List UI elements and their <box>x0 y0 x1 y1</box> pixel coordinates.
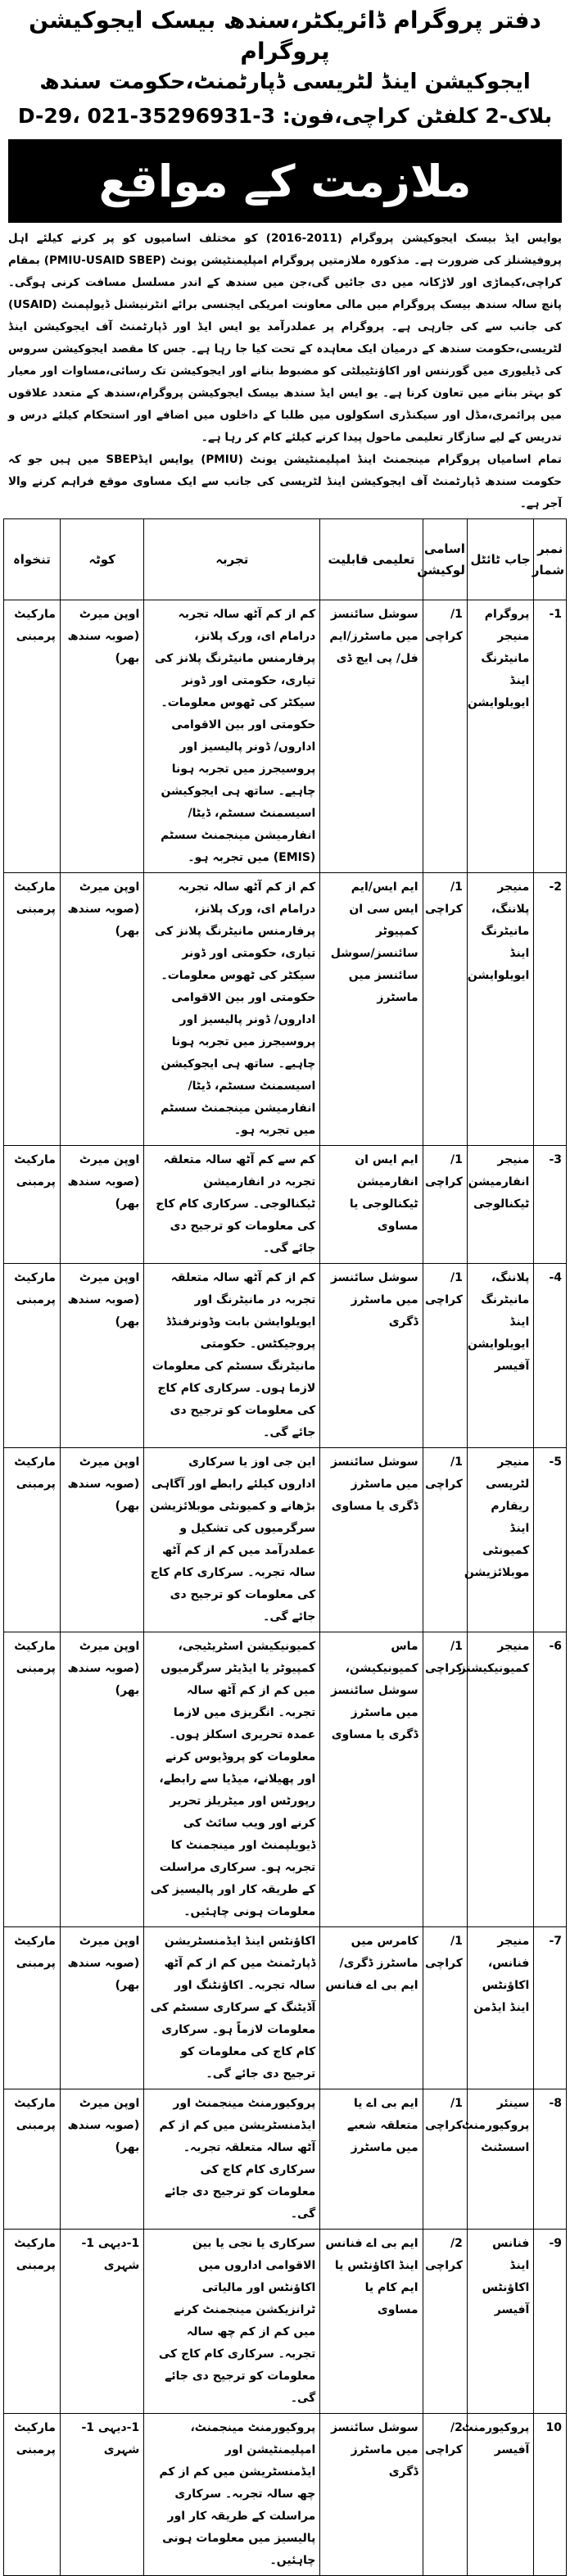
salary-cell: مارکیٹ پرمبنی <box>4 1448 61 1632</box>
address-phone: D-29، بلاک-2 کلفٹن کراچی،فون: 3-35296931-021 <box>17 104 553 128</box>
salary-cell: مارکیٹ پرمبنی <box>4 1927 61 2089</box>
job-advertisement <box>0 5 570 2567</box>
salary-cell: مارکیٹ پرمبنی <box>4 2414 61 2576</box>
qualification-cell: ایم بی اے فنانس اینڈ اکاؤنٹس یا ایم کام یا مساوی <box>320 2230 423 2414</box>
serial-cell: -2 <box>534 873 567 1146</box>
table-row <box>4 600 567 873</box>
salary-cell: مارکیٹ پرمبنی <box>4 1146 61 1264</box>
post-location-cell: 1/کراچی <box>423 873 467 1146</box>
experience-cell: کم سے کم آٹھ سالہ متعلقہ تجربہ در انفارمیشن ٹیکنالوجی۔ سرکاری کام کاج کی معلومات کو ترجیح دی جائے گی۔ <box>144 1146 320 1264</box>
serial-cell: -3 <box>534 1146 567 1264</box>
quota-cell: اوپن میرٹ (صوبہ سندھ بھر) <box>60 1264 143 1448</box>
experience-cell: سرکاری یا نجی یا بین الاقوامی اداروں میں اکاؤنٹس اور مالیاتی ٹرانزیکشن مینجمنٹ کرنے میں کم از کم چھ سالہ تجربہ۔ سرکاری کام کاج کی معلومات کو ترجیح دی جائے گی۔ <box>144 2230 320 2414</box>
experience-cell: اکاؤنٹس اینڈ ایڈمنسٹریشن ڈپارٹمنٹ میں کم از کم آٹھ سالہ تجربہ۔ اکاؤنٹنگ اور آڈیٹنگ کے سرکاری سسٹم کی معلومات لازماً ہو۔ سرکاری کام کاج کی معلومات کو ترجیح دی جائے گی۔ <box>144 1927 320 2089</box>
post-location-cell: 2/کراچی <box>423 2414 467 2576</box>
qualification-cell: سوشل سائنسز میں ماسٹرز ڈگری <box>320 1264 423 1448</box>
experience-cell: کمیونیکیشن اسٹریٹیجی، کمپیوٹر یا ایڈیٹر سرگرمیوں میں کم از کم آٹھ سالہ تجربہ۔ انگریزی میں لازما عمدہ تحریری اسکلز ہوں۔ معلومات کو پروڈیوس کرنے اور پھیلانے، میڈیا سے رابطے، رپورٹس اور میٹریلز تحریر کرنے اور ویب سائٹ کی ڈیویلپمنٹ اور مینجمنٹ کا تجربہ ہو۔ سرکاری مراسلت کے طریقہ کار اور پالیسیز کی معلومات ہونی چاہئیں۔ <box>144 1632 320 1927</box>
table-row <box>4 873 567 1146</box>
qualification-cell: ایم ایس ان انفارمیشن ٹیکنالوجی یا مساوی <box>320 1146 423 1264</box>
quota-cell: 1-دیہی 1- شہری <box>60 2230 143 2414</box>
header-job-title: جاب ٹائٹل <box>467 519 533 600</box>
experience-cell: این جی اوز یا سرکاری اداروں کیلئے رابطے اور آگاہی بڑھانے و کمیونٹی موبلائزیشن سرگرمیوں کی تشکیل و عملدرآمد میں کم از کم آٹھ سالہ تجربہ۔ سرکاری کام کاج کی معلومات کو ترجیح دی جائے گی۔ <box>144 1448 320 1632</box>
qualification-cell: سوشل سائنسز میں ماسٹرز ڈگری <box>320 2414 423 2576</box>
quota-cell: 1-دیہی 1- شہری <box>60 2414 143 2576</box>
table-row <box>4 2230 567 2414</box>
serial-cell: 10 <box>534 2414 567 2576</box>
job-title-cell: منیجر کمیونیکیشنز <box>467 1632 533 1927</box>
header-salary: تنخواہ <box>4 519 61 600</box>
qualification-cell: سوشل سائنسز میں ماسٹرز ڈگری یا مساوی <box>320 1448 423 1632</box>
salary-cell: مارکیٹ پرمبنی <box>4 600 61 873</box>
post-location-cell: 1/کراچی <box>423 1264 467 1448</box>
serial-cell: -8 <box>534 2089 567 2230</box>
table-row <box>4 1448 567 1632</box>
post-location-cell: 1/کراچی <box>423 1146 467 1264</box>
experience-cell: کم از کم آٹھ سالہ تجربہ درامام ای، ورک پلانز، پرفارمنس مانیٹرنگ پلانز کی تیاری، حکومتی اور ڈونر سیکٹر کی ٹھوس معلومات۔ حکومتی اور بین الاقوامی اداروں/ ڈونر پالیسیز اور پروسیجرز میں تجربہ ہونا چاہیے۔ ساتھ ہی ایجوکیشن اسیسمنٹ سسٹم، ڈیٹا/انفارمیشن مینجمنٹ سسٹم میں تجربہ ہو۔ <box>144 873 320 1146</box>
table-header-row <box>4 519 567 600</box>
post-location-cell: 1/کراچی <box>423 1927 467 2089</box>
table-row <box>4 1927 567 2089</box>
job-title-cell: منیجر لٹریسی ریفارم اینڈ کمیونٹی موبلائزیشن <box>467 1448 533 1632</box>
quota-cell: اوپن میرٹ (صوبہ سندھ بھر) <box>60 600 143 873</box>
intro-text <box>3 223 567 518</box>
serial-cell: -1 <box>534 600 567 873</box>
salary-cell: مارکیٹ پرمبنی <box>4 1264 61 1448</box>
serial-cell: -4 <box>534 1264 567 1448</box>
qualification-cell: ایم بی اے یا متعلقہ شعبے میں ماسٹرز <box>320 2089 423 2230</box>
qualification-cell: ایم ایس/ایم ایس سی ان کمپیوٹر سائنسز/سوشل سائنسز میں ماسٹرز <box>320 873 423 1146</box>
job-title-cell: سینئر پروکیورمنٹ اسسٹنٹ <box>467 2089 533 2230</box>
table-row <box>4 2089 567 2230</box>
quota-cell: اوپن میرٹ (صوبہ سندھ بھر) <box>60 1146 143 1264</box>
post-location-cell: 2/کراچی <box>423 2230 467 2414</box>
jobs-banner: ملازمت کے مواقع <box>8 139 562 223</box>
quota-cell: اوپن میرٹ (صوبہ سندھ بھر) <box>60 1927 143 2089</box>
experience-cell: پروکیورمنٹ مینجمنٹ اور ایڈمنسٹریشن میں کم از کم آٹھ سالہ متعلقہ تجربہ۔ سرکاری کام کاج کی معلومات کو ترجیح دی جائے گی۔ <box>144 2089 320 2230</box>
quota-cell: اوپن میرٹ (صوبہ سندھ بھر) <box>60 873 143 1146</box>
post-location-cell: 1/کراچی <box>423 2089 467 2230</box>
header-quota: کوٹہ <box>60 519 143 600</box>
serial-cell: -6 <box>534 1632 567 1927</box>
quota-cell: اوپن میرٹ (صوبہ سندھ بھر) <box>60 2089 143 2230</box>
serial-cell: -9 <box>534 2230 567 2414</box>
department-title: ایجوکیشن اینڈ لٹریسی ڈپارٹمنٹ،حکومت سندھ <box>39 70 531 94</box>
table-row <box>4 1632 567 1927</box>
job-title-cell: پروکیورمنٹ آفیسر <box>467 2414 533 2576</box>
positions-table <box>3 518 567 2576</box>
table-row <box>4 2414 567 2576</box>
header-experience: تجربہ <box>144 519 320 600</box>
qualification-cell: سوشل سائنسز میں ماسٹرز/ایم فل/ پی ایچ ڈی <box>320 600 423 873</box>
header-qualification: تعلیمی قابلیت <box>320 519 423 600</box>
post-location-cell: 1/کراچی <box>423 1632 467 1927</box>
header-serial: نمبر شمار <box>534 519 567 600</box>
table-row <box>4 1146 567 1264</box>
serial-cell: -5 <box>534 1448 567 1632</box>
qualification-cell: کامرس میں ماسٹرز ڈگری/ ایم بی اے فنانس <box>320 1927 423 2089</box>
salary-cell: مارکیٹ پرمبنی <box>4 2230 61 2414</box>
intro-paragraph: یوایس ایڈ بیسک ایجوکیشن پروگرام (2011-2016) کو مختلف اسامیوں کو پر کرنے کیلئے اہل پروفیشنلز کی ضرورت ہے۔ مذکورہ ملازمتیں پروگرام امپلیمنٹیشن یونٹ (PMIU-USAID SBEP) بمقام کراچی،کیماڑی اور لاڑکانہ میں دی جائیں گی،جن میں سندھ کے اندر مسلسل مسافت کرنی ہوگی۔ پانچ سالہ سندھ بیسک پروگرام میں مالی معاونت امریکی ایجنسی برائے انٹرنیشنل ڈیولپمنٹ (USAID) کی جانب سے کی جارہی ہے۔ پروگرام پر عملدرآمد یو ایس ایڈ اور ڈپارٹمنٹ آف ایجوکیشن اینڈ لٹریسی،حکومت سندھ کے درمیان ایک معاہدہ کے تحت کیا جا رہا ہے۔ جس کا مقصد ایجوکیشن سروس کی ڈیلیوری میں گورننس اور اکاؤنٹیبلٹی کو مضبوط بنانے اور ایجوکیشن تک رسائی،مساوات اور معیار کو بہتر بنانے میں تعاون کرنا ہے۔ یو ایس ایڈ سندھ بیسک ایجوکیشن پروگرام،سندھ کے متعدد علاقوں میں پرائمری،مڈل اور سیکنڈری اسکولوں میں طلبا کے داخلوں میں اضافے اور استحکام کیلئے درس و تدریس کے لیے سازگار تعلیمی ماحول پیدا کرنے کیلئے کام کر رہا ہے۔ <box>8 232 562 444</box>
job-title-cell: منیجر فنانس، اکاؤنٹس اینڈ ایڈمن <box>467 1927 533 2089</box>
experience-cell: کم از کم آٹھ سالہ تجربہ درامام ای، ورک پلانز، پرفارمنس مانیٹرنگ پلانز کی تیاری، حکومتی اور ڈونر سیکٹر کی ٹھوس معلومات۔ حکومتی اور بین الاقوامی اداروں/ ڈونر پالیسیز اور پروسیجرز میں تجربہ ہونا چاہیے۔ ساتھ ہی ایجوکیشن اسیسمنٹ سسٹم، ڈیٹا/انفارمیشن مینجمنٹ سسٹم (EMIS) میں تجربہ ہو۔ <box>144 600 320 873</box>
job-title-cell: فنانس اینڈ اکاؤنٹس آفیسر <box>467 2230 533 2414</box>
quota-cell: اوپن میرٹ (صوبہ سندھ بھر) <box>60 1632 143 1927</box>
salary-cell: مارکیٹ پرمبنی <box>4 2089 61 2230</box>
table-row <box>4 1264 567 1448</box>
quota-cell: اوپن میرٹ (صوبہ سندھ بھر) <box>60 1448 143 1632</box>
qualification-cell: ماس کمیونیکیشن، سوشل سائنسز میں ماسٹرز ڈگری یا مساوی <box>320 1632 423 1927</box>
post-location-cell: 1/کراچی <box>423 600 467 873</box>
header-post-location: اسامی لوکیشن <box>423 519 467 600</box>
salary-cell: مارکیٹ پرمبنی <box>4 873 61 1146</box>
job-title-cell: پلاننگ، مانیٹرنگ اینڈ ایویلوایشن آفیسر <box>467 1264 533 1448</box>
serial-cell: -7 <box>534 1927 567 2089</box>
experience-cell: کم از کم آٹھ سالہ متعلقہ تجربہ در مانیٹرنگ اور ایویلوایشن بابت وڈونرفنڈڈ پروجیکٹس۔ حکومتی مانیٹرنگ سسٹم کی معلومات لازما ہوں۔ سرکاری کام کاج کی معلومات کو ترجیح دی جائے گی۔ <box>144 1264 320 1448</box>
office-title: دفتر پروگرام ڈائریکٹر،سندھ بیسک ایجوکیشن پروگرام <box>29 7 541 65</box>
job-title-cell: منیجر پلاننگ، مانیٹرنگ اینڈ ایویلوایشن <box>467 873 533 1146</box>
post-location-cell: 1/کراچی <box>423 1448 467 1632</box>
job-title-cell: پروگرام منیجر مانیٹرنگ اینڈ ایویلوایشن <box>467 600 533 873</box>
experience-cell: پروکیورمنٹ مینجمنٹ، امپلیمنٹیشن اور ایڈمنسٹریشن میں کم از کم چھ سالہ تجربہ۔ سرکاری مراسلت کے طریقہ کار اور پالیسیز میں معلومات ہونی چاہئیں۔ <box>144 2414 320 2576</box>
intro-paragraph: تمام اسامیاں پروگرام مینجمنٹ اینڈ امپلیمنٹیشن یونٹ (PMIU) یوایس ایڈSBEP میں ہیں جو کہ حکومت سندھ ڈپارٹمنٹ آف ایجوکیشن اینڈ لٹریسی کی جانب سے ایک مساوی موقع فراہم کرنے والا آجر ہے۔ <box>8 453 562 510</box>
job-title-cell: منیجر انفارمیشن ٹیکنالوجی <box>467 1146 533 1264</box>
salary-cell: مارکیٹ پرمبنی <box>4 1632 61 1927</box>
